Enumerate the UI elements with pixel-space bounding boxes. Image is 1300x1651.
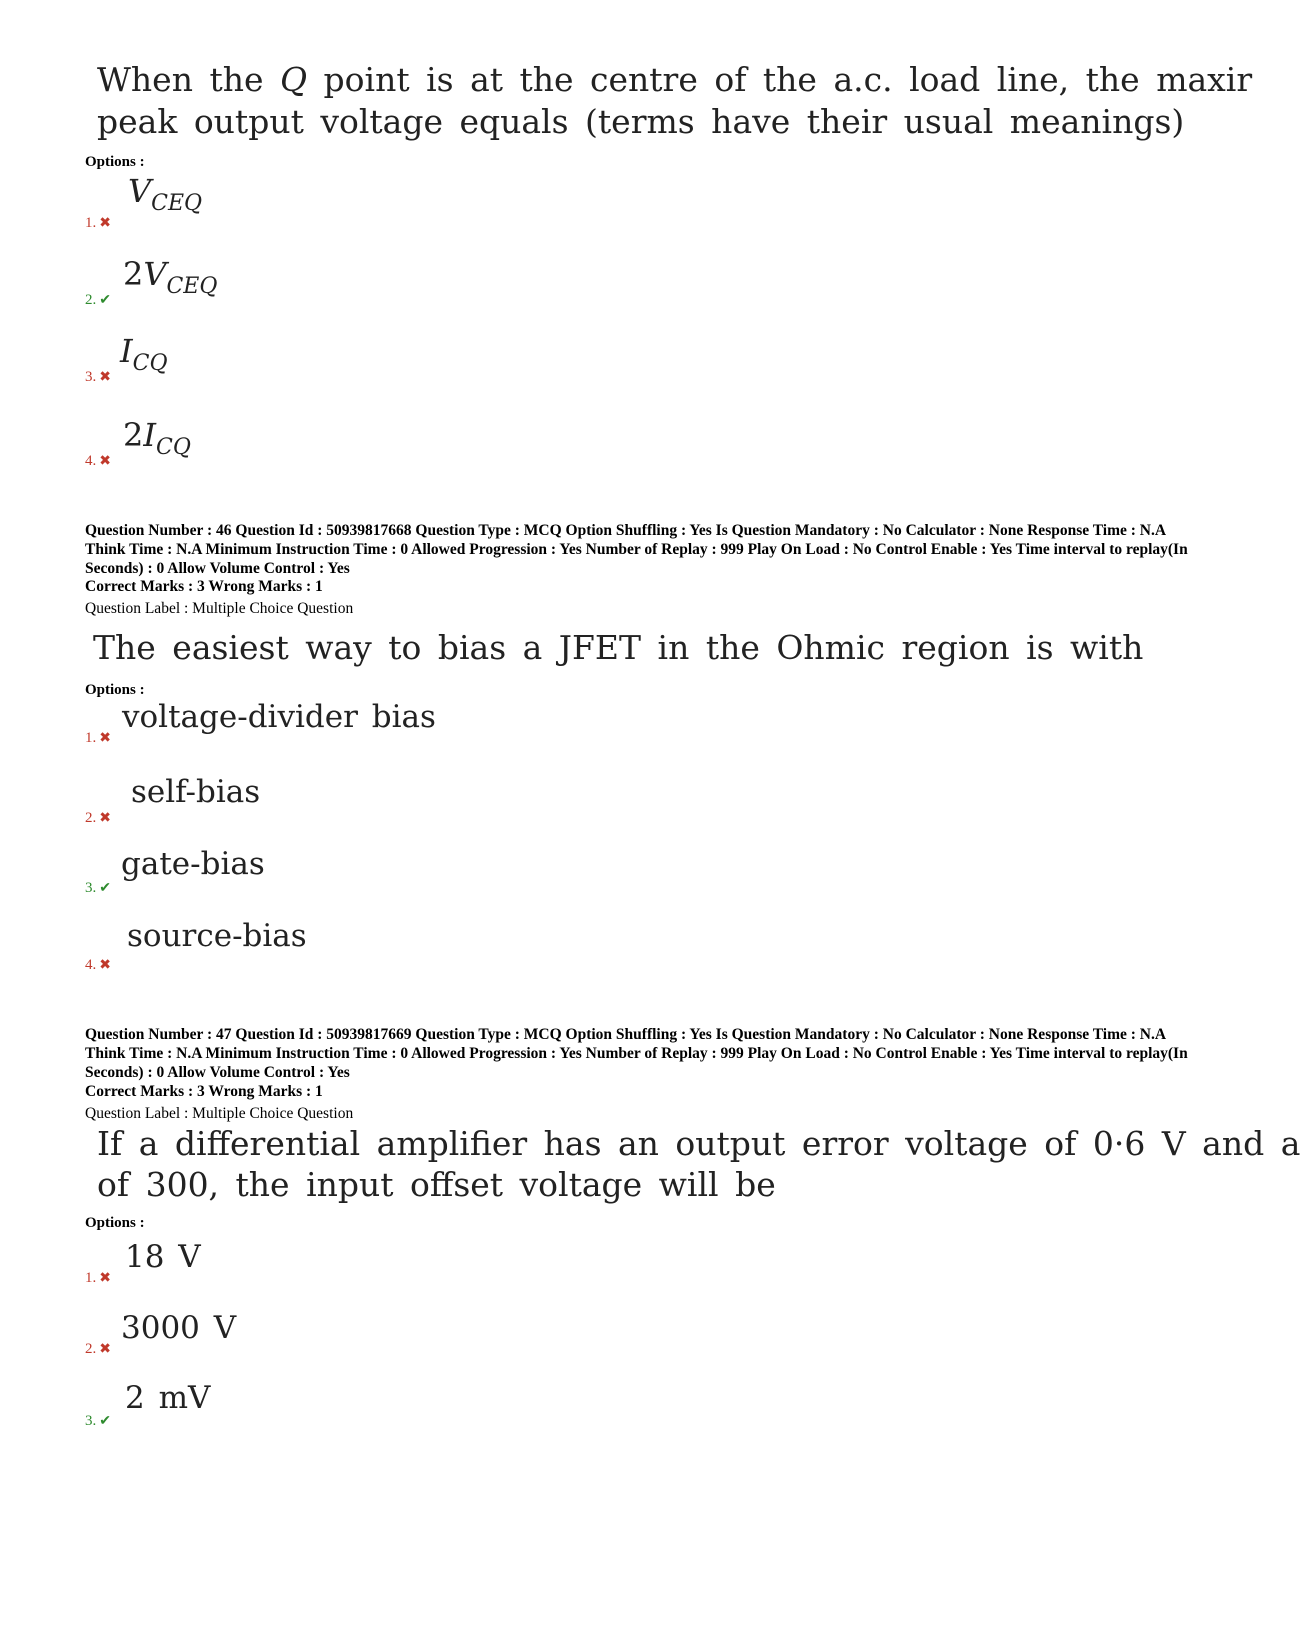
q46-option-4-text: source-bias [127,918,307,954]
q46-option-2-text: self-bias [131,774,261,810]
q47-marks: Correct Marks : 3 Wrong Marks : 1 [85,1083,323,1100]
q45-option-3-text: $I_{CQ}$ [120,332,168,376]
q47-option-1[interactable] [85,1270,111,1287]
question-47-text-line1: If a differential amplifier has an output error voltage of 0·6 V and a [97,1124,1300,1163]
cross-icon: ✖ [99,811,111,826]
question-45-text-line1 [97,58,1253,101]
option-number: 2. [85,292,97,308]
q45-options-label: Options : [85,154,145,170]
option-number: 2. [85,810,97,826]
q47-option-3-text: 2 mV [125,1380,211,1416]
question-47-text-line2: of 300, the input offset voltage will be [97,1165,776,1204]
q46-option-1[interactable] [85,730,111,747]
q46-option-3-text: gate-bias [121,846,265,882]
question-45-text-line2: peak output voltage equals (terms have their usual meanings) [97,102,1185,141]
option-number: 1. [85,730,97,746]
option-number: 1. [85,1270,97,1286]
q45-option-1-text: $V_{CEQ}$ [128,172,203,216]
q47-option-2[interactable] [85,1341,111,1358]
question-46-text: The easiest way to bias a JFET in the Ohmic region is with [93,628,1144,667]
q45-option-3[interactable] [85,369,111,386]
cross-icon: ✖ [99,1342,111,1357]
q46-option-3[interactable] [85,880,111,897]
q47-option-3[interactable] [85,1413,111,1430]
q47-question-label: Question Label : Multiple Choice Question [85,1105,354,1122]
q45-option-4[interactable] [85,453,111,470]
option-number: 3. [85,369,97,385]
q45-text-pre: When the [97,60,280,99]
q45-option-1[interactable] [85,215,111,232]
q46-option-2[interactable] [85,810,111,827]
q45-text-q: Q [279,60,308,99]
q46-option-4[interactable] [85,957,111,974]
q45-option-2-text: $2V_{CEQ}$ [123,255,218,299]
q47-options-label: Options : [85,1215,145,1231]
check-icon: ✔ [99,293,111,308]
check-icon: ✔ [99,1414,111,1429]
option-number: 1. [85,215,97,231]
option-number: 3. [85,1413,97,1429]
q45-text-post: point is at the centre of the a.c. load line, the maxir [307,60,1253,99]
q46-marks: Correct Marks : 3 Wrong Marks : 1 [85,578,323,595]
option-number: 3. [85,880,97,896]
cross-icon: ✖ [99,958,111,973]
q46-option-1-text: voltage-divider bias [122,699,436,735]
check-icon: ✔ [99,881,111,896]
q45-option-4-text: $2I_{CQ}$ [123,416,191,460]
q47-metadata: Question Number : 47 Question Id : 50939817669 Question Type : MCQ Option Shuffling : Yes Is Question Mandatory : No Calculator : None Response Time : N.A Think Time : N.A Minimum Instruction Time : 0 Allowed Progression : Yes Number of Replay : 999 Play On Load : No Control Enable : Yes Time interval to replay(In Seconds) : 0 Allow Volume Control : Yes [85,1026,1188,1081]
cross-icon: ✖ [99,216,111,231]
q46-metadata: Question Number : 46 Question Id : 50939817668 Question Type : MCQ Option Shuffling : Yes Is Question Mandatory : No Calculator : None Response Time : N.A Think Time : N.A Minimum Instruction Time : 0 Allowed Progression : Yes Number of Replay : 999 Play On Load : No Control Enable : Yes Time interval to replay(In Seconds) : 0 Allow Volume Control : Yes [85,522,1188,577]
q46-question-label: Question Label : Multiple Choice Question [85,600,354,617]
q47-option-1-text: 18 V [125,1239,201,1275]
cross-icon: ✖ [99,370,111,385]
q45-option-2[interactable] [85,292,111,309]
q47-option-2-text: 3000 V [121,1310,237,1346]
cross-icon: ✖ [99,1271,111,1286]
q46-options-label: Options : [85,682,145,698]
option-number: 4. [85,453,97,469]
cross-icon: ✖ [99,731,111,746]
cross-icon: ✖ [99,454,111,469]
option-number: 2. [85,1341,97,1357]
option-number: 4. [85,957,97,973]
